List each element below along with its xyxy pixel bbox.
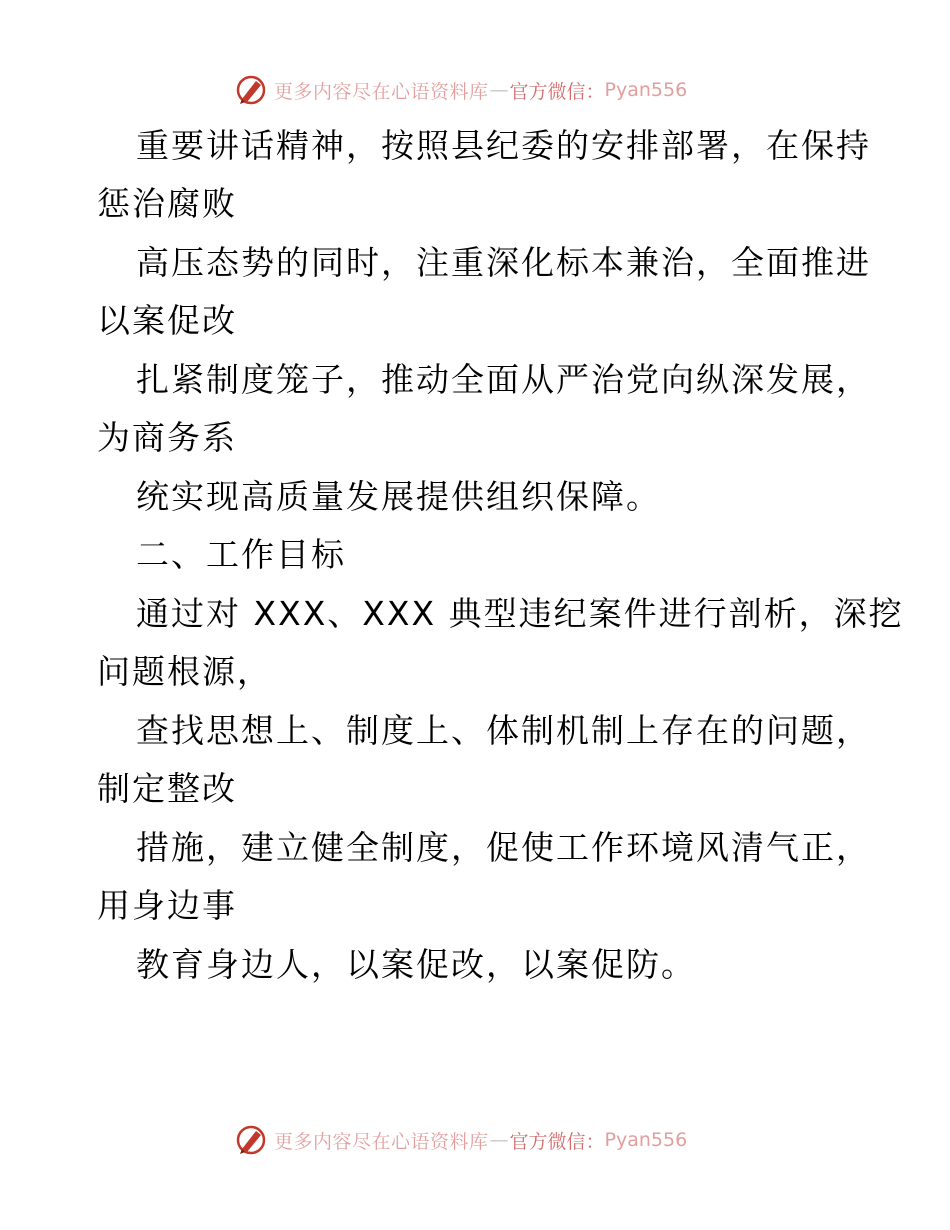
watermark-dash: — <box>489 79 509 101</box>
body-line: 问题根源， <box>97 652 272 691</box>
body-line: 制定整改 <box>97 769 237 808</box>
body-line: 教育身边人，以案促改，以案促防。 <box>136 945 696 984</box>
watermark-content <box>234 70 687 110</box>
body-line: 措施，建立健全制度，促使工作环境风清气正， <box>136 828 871 867</box>
watermark-wechat-label: 官方微信： <box>509 1130 605 1153</box>
body-line: 重要讲话精神，按照县纪委的安排部署，在保持 <box>136 126 871 165</box>
body-line: 统实现高质量发展提供组织保障。 <box>136 477 661 516</box>
body-line: 以案促改 <box>97 301 237 340</box>
watermark-site-text: 更多内容尽在心语资料库 <box>274 80 489 103</box>
body-line: 通过对 XXX、XXX 典型违纪案件进行剖析，深挖 <box>136 594 904 633</box>
pen-logo-icon <box>234 73 268 107</box>
body-line: 扎紧制度笼子，推动全面从严治党向纵深发展， <box>136 360 871 399</box>
watermark-site-text: 更多内容尽在心语资料库 <box>274 1130 489 1153</box>
watermark-wechat-label: 官方微信： <box>509 80 605 103</box>
watermark-dash: — <box>489 1129 509 1151</box>
pen-logo-icon <box>234 1123 268 1157</box>
watermark-header <box>0 70 950 110</box>
watermark-wechat-id: Pyan556 <box>604 1129 688 1151</box>
body-line: 为商务系 <box>97 418 237 457</box>
body-line: 高压态势的同时，注重深化标本兼治，全面推进 <box>136 243 871 282</box>
watermark-wechat-id: Pyan556 <box>604 79 688 101</box>
body-line: 查找思想上、制度上、体制机制上存在的问题， <box>136 711 871 750</box>
watermark-footer <box>0 1120 950 1160</box>
body-line: 用身边事 <box>97 886 237 925</box>
section-heading: 二、工作目标 <box>136 535 346 574</box>
watermark-content <box>234 1120 687 1160</box>
body-line: 惩治腐败 <box>97 184 237 223</box>
